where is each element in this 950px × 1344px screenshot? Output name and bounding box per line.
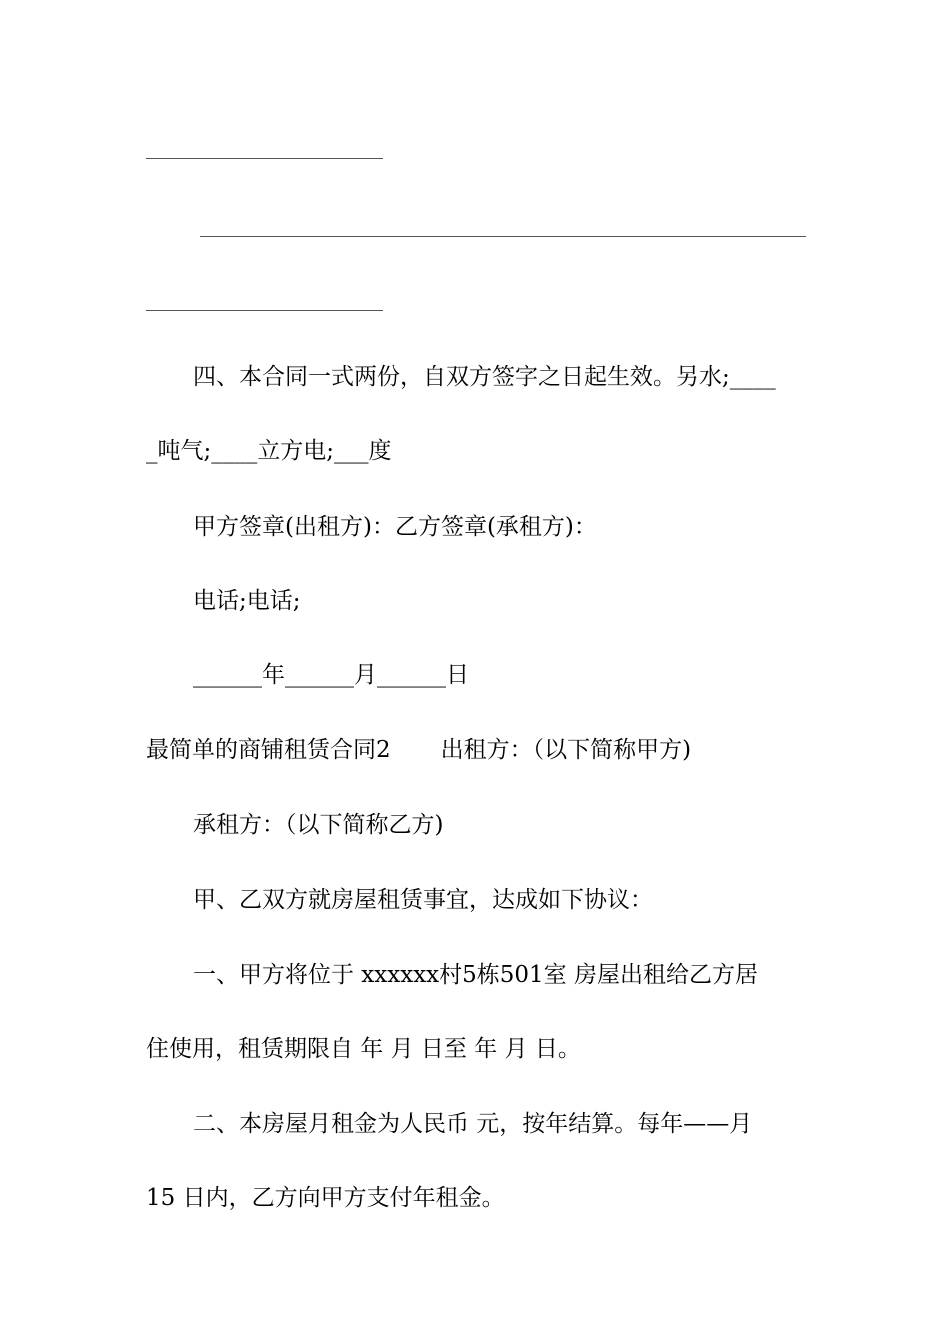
blank-line-1 bbox=[146, 158, 383, 159]
date-line: ______年______月______日 bbox=[193, 662, 469, 688]
phone-line: 电话;电话; bbox=[193, 588, 301, 614]
blank-line-2 bbox=[200, 236, 806, 237]
second-contract-title: 最简单的商铺租赁合同2 bbox=[146, 737, 391, 763]
clause-one-line-1: 一、甲方将位于 xxxxxx村5栋501室 房屋出租给乙方居 bbox=[193, 962, 758, 988]
clause-two-line-1: 二、本房屋月租金为人民币 元，按年结算。每年——月 bbox=[193, 1111, 753, 1137]
clause-two-line-2: 15 日内，乙方向甲方支付年租金。 bbox=[146, 1185, 505, 1211]
second-contract-heading-line bbox=[0, 735, 950, 765]
signature-line: 甲方签章(出租方)：乙方签章(承租方)： bbox=[193, 514, 597, 540]
lessor-label: 出租方：（以下简称甲方) bbox=[440, 737, 692, 763]
para-four-line-1: 四、本合同一式两份，自双方签字之日起生效。另水;____ bbox=[193, 364, 776, 390]
intro-line: 甲、乙双方就房屋租赁事宜，达成如下协议： bbox=[193, 887, 653, 913]
clause-one-line-2: 住使用，租赁期限自 年 月 日至 年 月 日。 bbox=[146, 1036, 581, 1062]
para-four-line-2: _吨气;____立方电;___度 bbox=[146, 438, 392, 464]
blank-line-3 bbox=[146, 310, 383, 311]
lessee-line: 承租方：（以下简称乙方) bbox=[193, 812, 444, 838]
